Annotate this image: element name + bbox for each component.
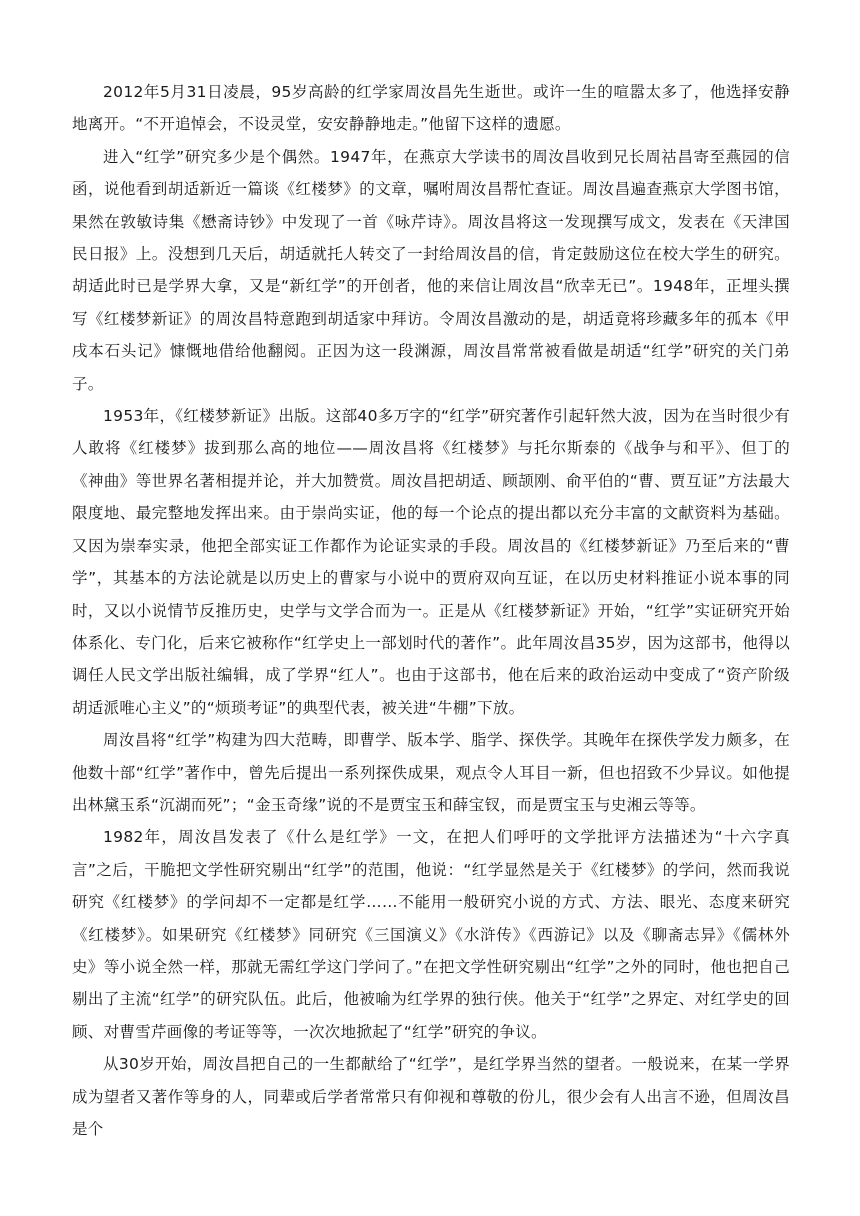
paragraph-2: 进入“红学”研究多少是个偶然。1947年，在燕京大学读书的周汝昌收到兄长周祜昌寄至燕园的信函，说他看到胡适新近一篇谈《红楼梦》的文章，嘱咐周汝昌帮忙查证。周汝昌遍查燕京大学图书馆，果然在敦敏诗集《懋斋诗钞》中发现了一首《咏芹诗》。周汝昌将这一发现撰写成文，发表在《天津国民日报》上。没想到几天后，胡适就托人转交了一封给周汝昌的信，肯定鼓励这位在校大学生的研究。胡适此时已是学界大拿，又是“新红学”的开创者，他的来信让周汝昌“欣幸无已”。1948年，正埋头撰写《红楼梦新证》的周汝昌特意跑到胡适家中拜访。令周汝昌激动的是，胡适竟将珍藏多年的孤本《甲戌本石头记》慷慨地借给他翻阅。正因为这一段渊源，周汝昌常常被看做是胡适“红学”研究的关门弟子。 — [72, 147, 790, 393]
paragraph-4: 周汝昌将“红学”构建为四大范畴，即曹学、版本学、脂学、探佚学。其晚年在探佚学发力颇多，在他数十部“红学”著作中，曾先后提出一系列探佚成果，观点令人耳目一新，但也招致不少异议。如他提出林黛玉系“沉湖而死”；“金玉奇缘”说的不是贾宝玉和薛宝钗，而是贾宝玉与史湘云等等。 — [72, 731, 790, 814]
paragraph-1: 2012年5月31日凌晨，95岁高龄的红学家周汝昌先生逝世。或许一生的喧嚣太多了，他选择安静地离开。“不开追悼会，不设灵堂，安安静静地走。”他留下这样的遗愿。 — [72, 83, 790, 134]
paragraph-6: 从30岁开始，周汝昌把自己的一生都献给了“红学”，是红学界当然的望者。一般说来，在某一学界成为望者又著作等身的人，同辈或后学者常常只有仰视和尊敬的份儿，很少会有人出言不逊，但周汝昌是个 — [72, 1055, 790, 1138]
paragraph-3: 1953年，《红楼梦新证》出版。这部40多万字的“红学”研究著作引起轩然大波，因为在当时很少有人敢将《红楼梦》拔到那么高的地位——周汝昌将《红楼梦》与托尔斯泰的《战争与和平》、但丁的《神曲》等世界名著相提并论，并大加赞赏。周汝昌把胡适、顾颉刚、俞平伯的“曹、贾互证”方法最大限度地、最完整地发挥出来。由于崇尚实证，他的每一个论点的提出都以充分丰富的文献资料为基础。又因为崇奉实录，他把全部实证工作都作为论证实录的手段。周汝昌的《红楼梦新证》乃至后来的“曹学”，其基本的方法论就是以历史上的曹家与小说中的贾府双向互证，在以历史材料推证小说本事的同时，又以小说情节反推历史，史学与文学合而为一。正是从《红楼梦新证》开始，“红学”实证研究开始体系化、专门化，后来它被称作“红学史上一部划时代的著作”。此年周汝昌35岁，因为这部书，他得以调任人民文学出版社编辑，成了学界“红人”。也由于这部书，他在后来的政治运动中变成了“资产阶级胡适派唯心主义”的“烦琐考证”的典型代表，被关进“牛棚”下放。 — [72, 407, 790, 717]
paragraph-5: 1982年，周汝昌发表了《什么是红学》一文，在把人们呼吁的文学批评方法描述为“十六字真言”之后，干脆把文学性研究剔出“红学”的范围，他说：“红学显然是关于《红楼梦》的学问，然而我说研究《红楼梦》的学问却不一定都是红学……不能用一般研究小说的方式、方法、眼光、态度来研究《红楼梦》。如果研究《红楼梦》同研究《三国演义》《水浒传》《西游记》以及《聊斋志异》《儒林外史》等小说全然一样，那就无需红学这门学问了。”在把文学性研究剔出“红学”之外的同时，他也把自己剔出了主流“红学”的研究队伍。此后，他被喻为红学界的独行侠。他关于“红学”之界定、对红学史的回顾、对曹雪芹画像的考证等等，一次次地掀起了“红学”研究的争议。 — [72, 828, 790, 1041]
